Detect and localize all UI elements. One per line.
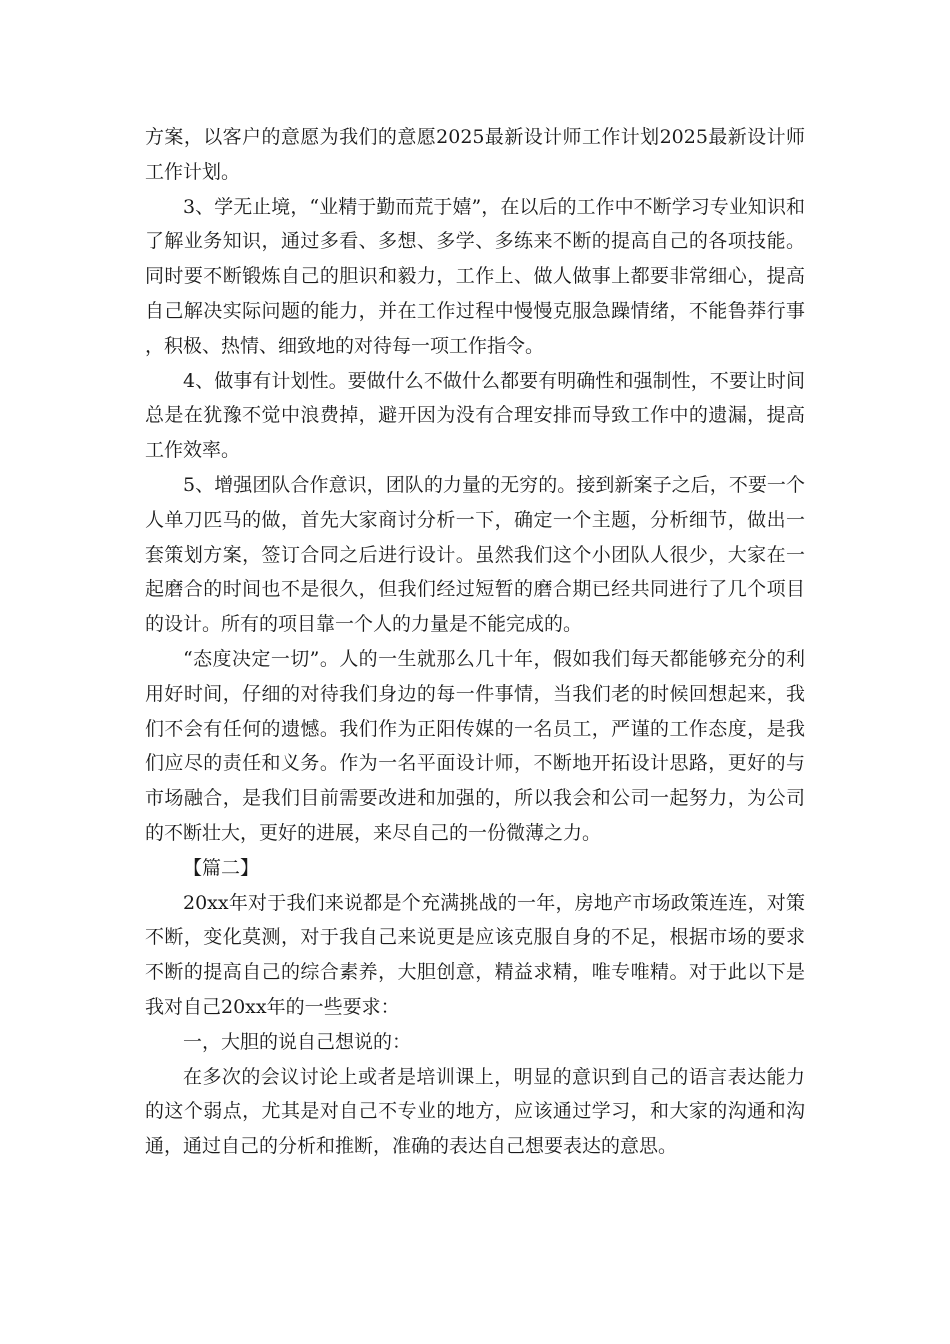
- paragraph-continuation: 方案，以客户的意愿为我们的意愿2025最新设计师工作计划2025最新设计师工作计划。: [145, 126, 805, 183]
- paragraph-intro-20xx: 20xx年对于我们来说都是个充满挑战的一年，房地产市场政策连连，对策不断，变化莫测，对于我自己来说更是应该克服自身的不足，根据市场的要求不断的提高自己的综合素养，大胆创意，精益求精，唯专唯精。对于此以下是我对自己20xx年的一些要求：: [145, 891, 805, 1018]
- section-heading-part-two: 【篇二】: [183, 856, 260, 879]
- paragraph-meetings: 在多次的会议讨论上或者是培训课上，明显的意识到自己的语言表达能力的这个弱点，尤其是对自己不专业的地方，应该通过学习，和大家的沟通和沟通，通过自己的分析和推断，准确的表达自己想要表达的意思。: [145, 1065, 805, 1158]
- paragraph-item-3: 3、学无止境，“业精于勤而荒于嬉”，在以后的工作中不断学习专业知识和了解业务知识，通过多看、多想、多学、多练来不断的提高自己的各项技能。同时要不断锻炼自己的胆识和毅力，工作上、做人做事上都要非常细心，提高自己解决实际问题的能力，并在工作过程中慢慢克服急躁情绪，不能鲁莽行事，积极、热情、细致地的对待每一项工作指令。: [145, 195, 805, 357]
- paragraph-attitude: “态度决定一切”。人的一生就那么几十年，假如我们每天都能够充分的利用好时间，仔细的对待我们身边的每一件事情，当我们老的时候回想起来，我们不会有任何的遗憾。我们作为正阳传媒的一名员工，严谨的工作态度，是我们应尽的责任和义务。作为一名平面设计师，不断地开拓设计思路，更好的与市场融合，是我们目前需要改进和加强的，所以我会和公司一起努力，为公司的不断壮大，更好的进展，来尽自己的一份微薄之力。: [145, 647, 805, 844]
- subheading-speak-boldly: 一，大胆的说自己想说的：: [183, 1030, 412, 1053]
- document-page: [145, 120, 805, 1164]
- paragraph-item-5: 5、增强团队合作意识，团队的力量的无穷的。接到新案子之后，不要一个人单刀匹马的做，首先大家商讨分析一下，确定一个主题，分析细节，做出一套策划方案，签订合同之后进行设计。虽然我们这个小团队人很少，大家在一起磨合的时间也不是很久，但我们经过短暂的磨合期已经共同进行了几个项目的设计。所有的项目靠一个人的力量是不能完成的。: [145, 473, 805, 636]
- paragraph-item-4: 4、做事有计划性。要做什么不做什么都要有明确性和强制性，不要让时间总是在犹豫不觉中浪费掉，避开因为没有合理安排而导致工作中的遗漏，提高工作效率。: [145, 369, 805, 462]
